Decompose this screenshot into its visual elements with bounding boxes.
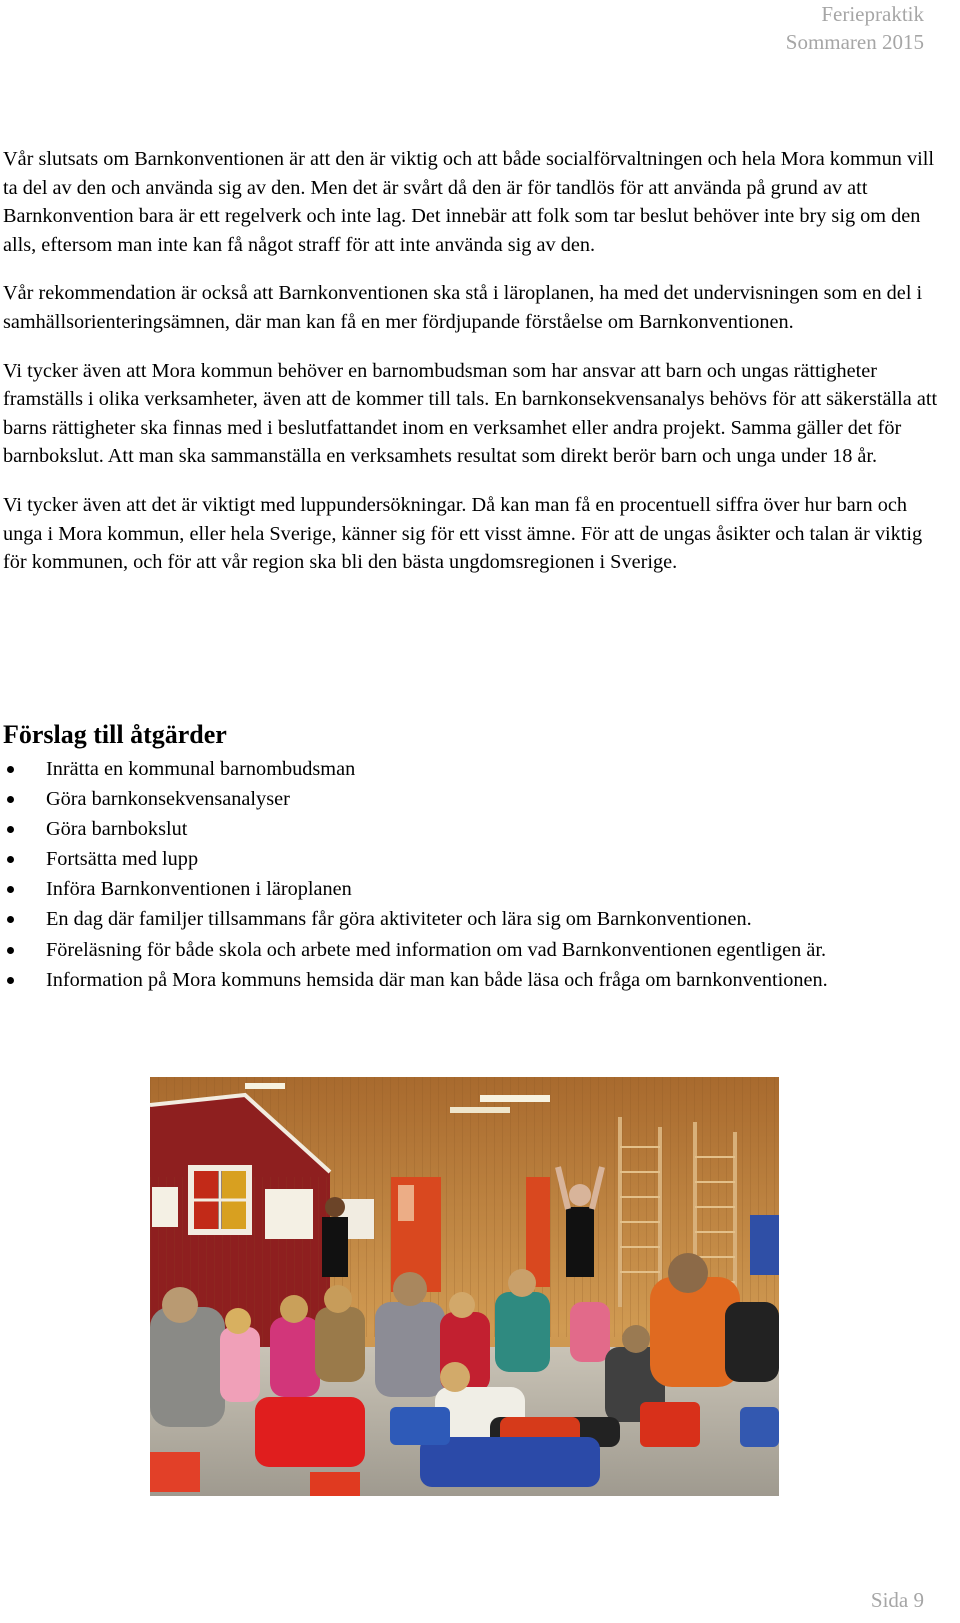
list-item	[0, 785, 930, 814]
list-item	[0, 936, 930, 965]
body-text	[3, 145, 938, 597]
paragraph: Vi tycker även att Mora kommun behöver en barnombudsman som har ansvar att barn och ungas rättigheter framställs i olika verksamheter, även att de kommer till tals. En barnkonsekvensanalys behövs för att säkerställa att barns rättigheter ska finnas med i beslutfattandet inom en verksamhet eller andra projekt. Samma gäller det för barnbokslut. Att man ska sammanställa en verksamhets resultat som direkt berör barn och unga under 18 år.	[3, 359, 938, 468]
bullet-icon	[7, 796, 14, 803]
page-number: Sida 9	[870, 1588, 924, 1612]
bullet-icon	[7, 766, 14, 773]
list-item-text: Göra barnbokslut	[46, 818, 188, 841]
list-item-text: Inrätta en kommunal barnombudsman	[46, 758, 356, 780]
page-header	[786, 0, 924, 56]
list-item	[0, 966, 930, 995]
list-item-text: Införa Barnkonventionen i läroplanen	[46, 878, 352, 901]
header-title: Feriepraktik	[821, 2, 924, 26]
list-item	[0, 905, 930, 934]
photo-illustration	[150, 1077, 779, 1496]
paragraph: Vi tycker även att det är viktigt med luppundersökningar. Då kan man få en procentuell siffra över hur barn och unga i Mora kommun, eller hela Sverige, känner sig för ett visst ämne. För att de ungas åsikter och talan är viktig för kommunen, och för att vår region ska bli den bästa ungdomsregionen i Sverige.	[3, 493, 923, 574]
paragraph: Vår rekommendation är också att Barnkonventionen ska stå i läroplanen, ha med det undervisningen som en del i samhällsorienteringsämnen, där man kan få en mer fördjupande förståelse om Barnkonventionen.	[3, 282, 923, 333]
bullet-icon	[7, 856, 14, 863]
bullet-icon	[7, 977, 14, 984]
photo-children-gym	[150, 1077, 779, 1496]
list-item-text: En dag där familjer tillsammans får göra aktiviteter och lära sig om Barnkonventionen.	[46, 908, 752, 931]
list-item	[0, 845, 930, 874]
bullet-icon	[7, 826, 14, 833]
list-item-text: Göra barnkonsekvensanalyser	[46, 788, 290, 811]
list-item-text: Föreläsning för både skola och arbete med information om vad Barnkonventionen egentligen är.	[46, 938, 827, 961]
section-heading: Förslag till åtgärder	[3, 720, 227, 749]
action-list	[0, 755, 930, 996]
list-item	[0, 815, 930, 844]
paragraph: Vår slutsats om Barnkonventionen är att den är viktig och att både socialförvaltningen och hela Mora kommun vill ta del av den och använda sig av den. Men det är svårt då den är för tandlös för att använda på grund av att Barnkonvention bara är ett regelverk och inte lag. Det innebär att folk som tar beslut behöver inte bry sig om den alls, eftersom man inte kan få något straff för att inte använda sig av den.	[3, 148, 935, 256]
bullet-icon	[7, 886, 14, 893]
bullet-icon	[7, 947, 14, 954]
list-item-text: Fortsätta med lupp	[46, 848, 199, 871]
header-subtitle: Sommaren 2015	[785, 30, 924, 54]
bullet-icon	[7, 916, 14, 923]
list-item	[0, 755, 930, 784]
list-item-text: Information på Mora kommuns hemsida där man kan både läsa och fråga om barnkonventionen.	[46, 968, 828, 991]
list-item	[0, 875, 930, 904]
